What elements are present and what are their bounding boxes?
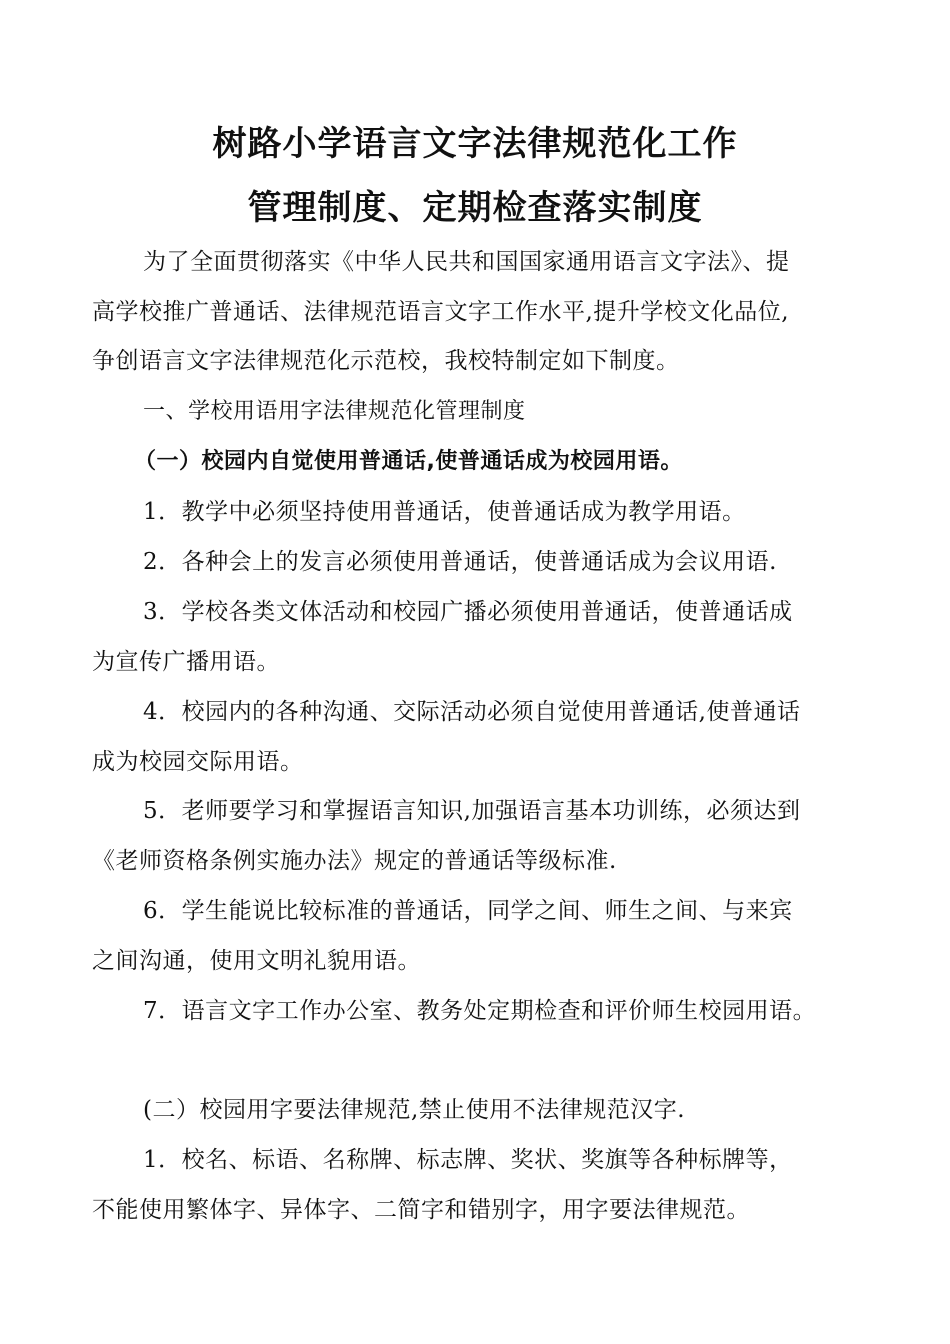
sub1-item-1: 1．教学中必须坚持使用普通话，使普通话成为教学用语。: [143, 499, 746, 525]
sub1-item-5-line-2: 《老师资格条例实施办法》规定的普通话等级标准.: [92, 848, 617, 874]
intro-line-2: 高学校推广普通话、法律规范语言文字工作水平,提升学校文化品位,: [92, 299, 790, 325]
sub1-item-4-line-2: 成为校园交际用语。: [92, 749, 304, 775]
sub2-item-1-line-2: 不能使用繁体字、异体字、二简字和错别字，用字要法律规范。: [92, 1197, 750, 1223]
subsection-2-heading: (二）校园用字要法律规范,禁止使用不法律规范汉字.: [143, 1097, 686, 1123]
document-title-line-2: 管理制度、定期检查落实制度: [247, 188, 703, 228]
sub1-item-3-line-2: 为宣传广播用语。: [92, 649, 280, 675]
sub1-item-6-line-1: 6．学生能说比较标准的普通话，同学之间、师生之间、与来宾: [143, 898, 793, 924]
sub1-item-6-line-2: 之间沟通，使用文明礼貌用语。: [92, 948, 421, 974]
document-title-line-1: 树路小学语言文字法律规范化工作: [212, 124, 738, 164]
sub2-item-1-line-1: 1．校名、标语、名称牌、标志牌、奖状、奖旗等各种标牌等，: [143, 1147, 793, 1173]
sub1-item-4-line-1: 4．校园内的各种沟通、交际活动必须自觉使用普通话,使普通话: [143, 699, 801, 725]
sub1-item-2: 2．各种会上的发言必须使用普通话，使普通话成为会议用语.: [143, 549, 777, 575]
sub1-item-5-line-1: 5．老师要学习和掌握语言知识,加强语言基本功训练，必须达到: [143, 798, 801, 824]
intro-line-3: 争创语言文字法律规范化示范校，我校特制定如下制度。: [92, 348, 680, 374]
sub1-item-3-line-1: 3．学校各类文体活动和校园广播必须使用普通话，使普通话成: [143, 599, 793, 625]
subsection-1-heading: （一）校园内自觉使用普通话,使普通话成为校园用语。: [134, 449, 683, 474]
section-1-heading: 一、学校用语用字法律规范化管理制度: [143, 399, 526, 424]
sub1-item-7: 7．语言文字工作办公室、教务处定期检查和评价师生校园用语。: [143, 998, 817, 1024]
intro-line-1: 为了全面贯彻落实《中华人民共和国国家通用语言文字法》、提: [143, 249, 790, 275]
